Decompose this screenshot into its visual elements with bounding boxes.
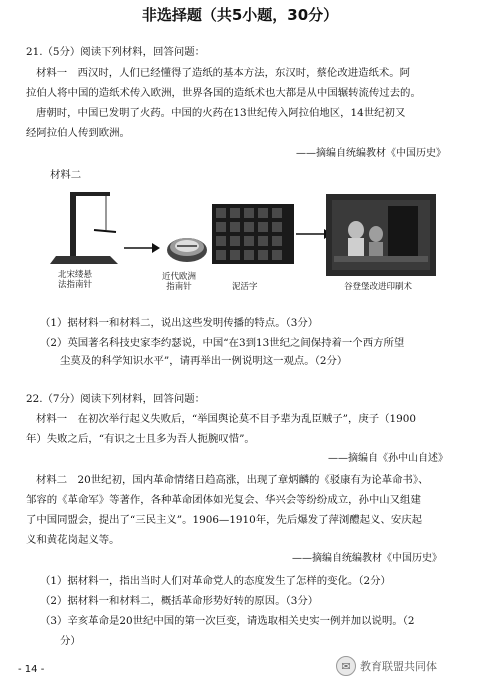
watermark [336,656,437,676]
q21-sub2-line: 尘莫及的科学知识水平”，请再举出一例说明这一观点。（2分） [60,355,348,367]
q22-sub2: （2）据材料一和材料二，概括革命形势好转的原因。（3分） [40,595,319,607]
movable-type-image [212,204,294,264]
q22-material2-line: 邹容的《革命军》等著作，各种革命团体如光复会、华兴会等纷纷成立，孙中山又组建 [26,494,421,506]
chat-bubble-icon: ✉ [336,656,356,676]
q22-material2-line: 义和黄花岗起义等。 [26,534,120,546]
q21-material1-source: ——摘编自统编教材《中国历史》 [296,148,446,159]
section-title: 非选择题（共5小题，30分） [141,6,339,24]
q22-sub3-line: 分） [60,635,81,647]
q21-sub1: （1）据材料一和材料二，说出这些发明传播的特点。（3分） [40,317,319,329]
q21-material1-line: 材料一 西汉时，人们已经懂得了造纸的基本方法，东汉时，蔡伦改进造纸术。阿 [36,67,411,79]
q22-material1-line: 年）失败之后，“有识之士且多为吾人扼腕叹惜”。 [26,433,255,445]
caption-european-compass: 近代欧洲 指南针 [162,272,197,292]
gutenberg-printing-image [326,194,436,276]
watermark-text: 教育联盟共同体 [360,660,437,673]
q21-sub2-line: （2）英国著名科技史家李约瑟说，中国“在3到13世纪之间保持着一个西方所望 [40,337,405,349]
q22-material1-line: 材料一 在初次举行起义失败后，“举国舆论莫不目予辈为乱臣贼子”，庚子（1900 [36,413,416,425]
q22-heading: 22.（7分）阅读下列材料，回答问题： [26,393,205,405]
q22-material1-source: ——摘编自《孙中山自述》 [328,453,448,464]
song-compass-image [50,186,122,268]
q21-material1-line: 拉伯人将中国的造纸术传入欧洲，世界各国的造纸术也大都是从中国辗转流传过去的。 [26,87,421,99]
q21-material1-line: 唐朝时，中国已发明了火药。中国的火药在13世纪传入阿拉伯地区，14世纪初又 [36,107,406,119]
q22-sub3-line: （3）辛亥革命是20世纪中国的第一次巨变，请选取相关史实一例并加以说明。（2 [40,615,415,627]
q21-material2-label: 材料二 [50,169,82,181]
caption-gutenberg: 谷登堡改进印刷术 [344,282,413,292]
page-number: - 14 - [18,664,45,675]
caption-movable-type: 泥活字 [232,282,258,292]
arrow-icon [124,242,160,254]
q21-material1-line: 经阿拉伯人传到欧洲。 [26,127,130,139]
q22-sub1: （1）据材料一，指出当时人们对革命党人的态度发生了怎样的变化。（2分） [40,575,391,587]
q22-material2-source: ——摘编自统编教材《中国历史》 [292,553,442,564]
european-compass-image [164,226,210,270]
q21-heading: 21.（5分）阅读下列材料，回答问题： [26,46,205,58]
caption-song-compass: 北宋缕悬 法指南针 [58,270,93,290]
q22-material2-line: 材料二 20世纪初，国内革命情绪日趋高涨，出现了章炳麟的《驳康有为论革命书》、 [36,474,429,486]
q22-material2-line: 了中国同盟会，提出了“三民主义”。1906—1910年，先后爆发了萍浏醴起义、安庆起 [26,514,423,526]
